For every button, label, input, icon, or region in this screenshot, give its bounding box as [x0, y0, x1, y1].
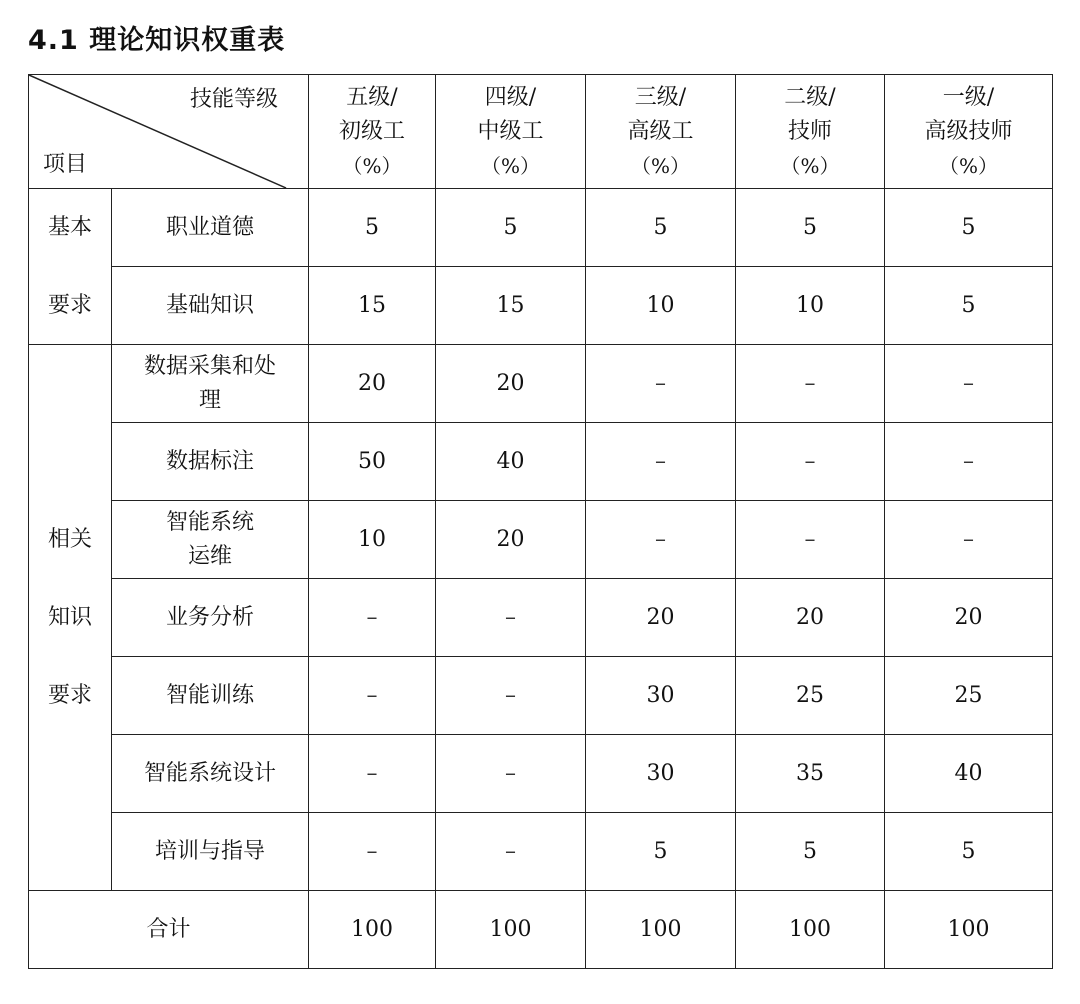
table-cell: 25 — [885, 657, 1053, 735]
table-cell: 5 — [586, 813, 736, 891]
table-cell: – — [309, 579, 436, 657]
table-cell: 5 — [885, 189, 1053, 267]
table-cell: 35 — [736, 735, 885, 813]
table-row — [29, 657, 1053, 735]
table-header-row — [29, 75, 1053, 189]
header-corner-cell — [29, 75, 309, 189]
table-cell: 15 — [436, 267, 586, 345]
table-row — [29, 735, 1053, 813]
table-cell: – — [436, 579, 586, 657]
level-header-2: 二级/ 技师 （%） — [736, 75, 885, 189]
table-row — [29, 813, 1053, 891]
table-cell: 5 — [885, 267, 1053, 345]
row-label: 培训与指导 — [112, 813, 309, 891]
table-cell: 5 — [885, 813, 1053, 891]
table-cell: 20 — [436, 345, 586, 423]
table-cell: 10 — [736, 267, 885, 345]
table-cell: 30 — [586, 735, 736, 813]
level-header-4: 四级/ 中级工 （%） — [436, 75, 586, 189]
table-cell: 100 — [309, 891, 436, 969]
table-cell: 100 — [885, 891, 1053, 969]
page-title: 4.1 理论知识权重表 — [28, 25, 286, 56]
table-cell: – — [885, 423, 1053, 501]
total-label: 合计 — [29, 891, 309, 969]
row-label: 数据标注 — [112, 423, 309, 501]
table-cell: 5 — [436, 189, 586, 267]
table-cell: – — [436, 813, 586, 891]
table-cell: 20 — [885, 579, 1053, 657]
table-cell: 5 — [586, 189, 736, 267]
table-cell: – — [885, 345, 1053, 423]
table-cell: 20 — [586, 579, 736, 657]
row-label: 职业道德 — [112, 189, 309, 267]
table-cell: – — [309, 735, 436, 813]
table-cell: 100 — [736, 891, 885, 969]
table-cell: – — [436, 657, 586, 735]
table-cell: 40 — [885, 735, 1053, 813]
table-cell: 20 — [736, 579, 885, 657]
table-cell: – — [586, 423, 736, 501]
table-row — [29, 345, 1053, 423]
row-label: 智能系统 运维 — [112, 501, 309, 579]
table-cell: – — [586, 345, 736, 423]
table-cell: 5 — [736, 813, 885, 891]
table-cell: – — [885, 501, 1053, 579]
table-cell: – — [309, 813, 436, 891]
row-label: 业务分析 — [112, 579, 309, 657]
row-label: 数据采集和处 理 — [112, 345, 309, 423]
row-label: 智能训练 — [112, 657, 309, 735]
table-cell: – — [736, 501, 885, 579]
table-cell: 15 — [309, 267, 436, 345]
row-label: 基础知识 — [112, 267, 309, 345]
table-cell: 100 — [436, 891, 586, 969]
level-header-1: 一级/ 高级技师 （%） — [885, 75, 1053, 189]
table-cell: 50 — [309, 423, 436, 501]
item-label: 项目 — [43, 152, 88, 177]
group-basic-requirements: 基本 要求 — [29, 189, 112, 345]
table-row — [29, 267, 1053, 345]
table-cell: – — [736, 345, 885, 423]
row-label: 智能系统设计 — [112, 735, 309, 813]
table-total-row — [29, 891, 1053, 969]
table-cell: 30 — [586, 657, 736, 735]
table-cell: 25 — [736, 657, 885, 735]
table-cell: – — [309, 657, 436, 735]
table-cell: – — [436, 735, 586, 813]
table-cell: 10 — [309, 501, 436, 579]
table-cell: 5 — [736, 189, 885, 267]
knowledge-weight-table — [28, 74, 1053, 969]
skill-level-label: 技能等级 — [189, 87, 278, 112]
table-row — [29, 423, 1053, 501]
table-cell: 5 — [309, 189, 436, 267]
table-cell: 20 — [436, 501, 586, 579]
table-row — [29, 189, 1053, 267]
table-cell: 20 — [309, 345, 436, 423]
table-row — [29, 501, 1053, 579]
table-cell: 10 — [586, 267, 736, 345]
table-row — [29, 579, 1053, 657]
table-cell: – — [586, 501, 736, 579]
table-cell: – — [736, 423, 885, 501]
level-header-5: 五级/ 初级工 （%） — [309, 75, 436, 189]
table-cell: 40 — [436, 423, 586, 501]
group-related-knowledge: 相关 知识 要求 — [29, 345, 112, 891]
table-cell: 100 — [586, 891, 736, 969]
level-header-3: 三级/ 高级工 （%） — [586, 75, 736, 189]
